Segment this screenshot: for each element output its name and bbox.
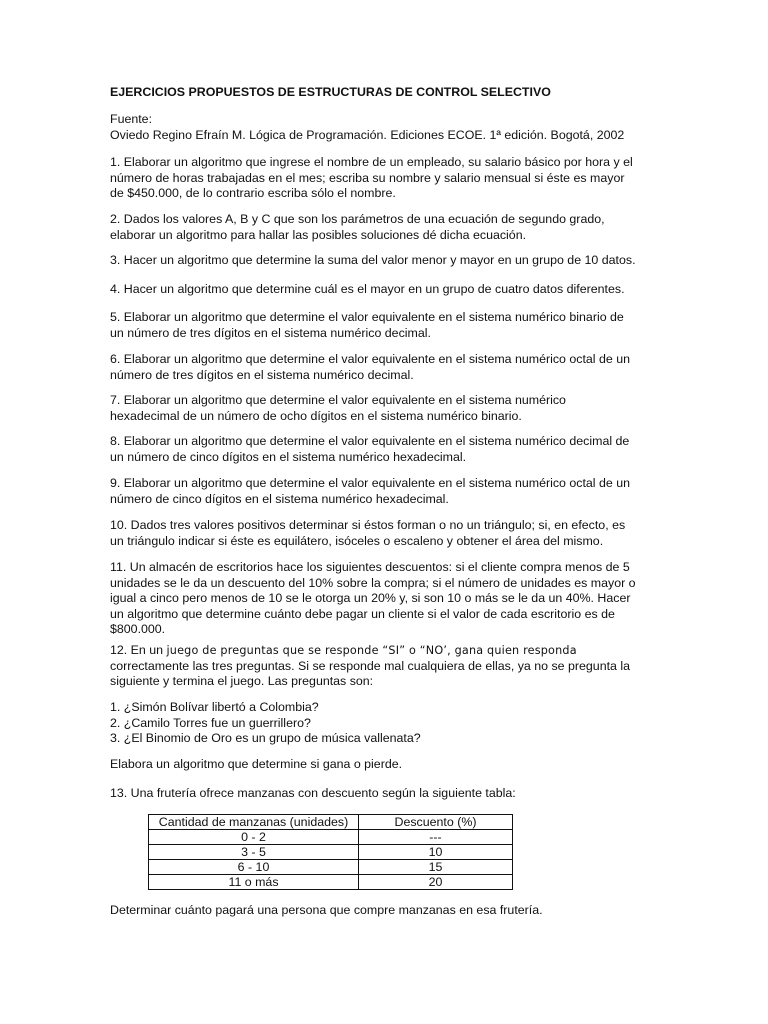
exercise-line: número de horas trabajadas en el mes; escriba su nombre y salario mensual si éste es mayor <box>110 170 625 185</box>
exercise-line: un triángulo indicar si éste es equilátero, isóceles o escaleno y obtener el área del mismo. <box>110 533 604 548</box>
table-row <box>149 875 513 890</box>
exercise-line: un algoritmo que determine cuánto debe pagar un cliente si el valor de cada escritorio es de <box>110 606 615 621</box>
exercise-line: de $450.000, de lo contrario escriba sólo el nombre. <box>110 186 396 201</box>
source-label: Fuente: <box>110 112 153 126</box>
exercise-line: número de tres dígitos en el sistema numérico decimal. <box>110 367 414 382</box>
table-header: Cantidad de manzanas (unidades) <box>149 815 359 830</box>
document-title: EJERCICIOS PROPUESTOS DE ESTRUCTURAS DE CONTROL SELECTIVO <box>110 85 551 99</box>
exercise-line: 6. Elaborar un algoritmo que determine el valor equivalente en el sistema numérico octal de un <box>110 352 631 366</box>
discount-table <box>148 814 513 890</box>
exercise-7 <box>110 393 670 424</box>
exercise-line: un número de cinco dígitos en el sistema numérico hexadecimal. <box>110 449 467 464</box>
exercise-13-intro: 13. Una frutería ofrece manzanas con descuento según la siguiente tabla: <box>110 786 516 800</box>
exercise-line: 11. Un almacén de escritorios hace los siguientes descuentos: si el cliente compra menos de 5 <box>110 560 630 574</box>
exercise-12-closing: Elabora un algoritmo que determine si gana o pierde. <box>110 757 403 771</box>
table-cell: --- <box>359 830 513 845</box>
exercise-3 <box>110 253 670 269</box>
exercise-line: 3. Hacer un algoritmo que determine la suma del valor menor y mayor en un grupo de 10 datos. <box>110 253 636 267</box>
exercise-line: 1. Elaborar un algoritmo que ingrese el nombre de un empleado, su salario básico por hora y el <box>110 155 633 169</box>
exercise-9 <box>110 476 670 507</box>
exercise-line: número de cinco dígitos en el sistema numérico hexadecimal. <box>110 491 449 506</box>
exercise-line: unidades se le da un descuento del 10% sobre la compra; si el número de unidades es mayor o <box>110 575 636 590</box>
table-cell: 10 <box>359 845 513 860</box>
exercise-line: siguiente y termina el juego. Las preguntas son: <box>110 674 374 689</box>
table-row <box>149 845 513 860</box>
table-header: Descuento (%) <box>359 815 513 830</box>
exercise-line: 7. Elaborar un algoritmo que determine el valor equivalente en el sistema numérico <box>110 393 566 407</box>
exercise-11 <box>110 560 670 638</box>
exercise-2 <box>110 212 670 243</box>
exercise-6 <box>110 352 670 383</box>
table-cell: 6 - 10 <box>149 860 359 875</box>
exercise-line: un número de tres dígitos en el sistema numérico decimal. <box>110 325 431 340</box>
exercise-8 <box>110 434 670 465</box>
question-list <box>110 700 670 747</box>
exercise-1 <box>110 155 670 202</box>
question-item: 3. ¿El Binomio de Oro es un grupo de música vallenata? <box>110 731 421 746</box>
table-cell: 20 <box>359 875 513 890</box>
table-row <box>149 860 513 875</box>
exercise-5 <box>110 310 670 341</box>
source-block <box>110 112 670 143</box>
exercise-line: 8. Elaborar un algoritmo que determine el valor equivalente en el sistema numérico decimal de <box>110 434 630 448</box>
exercise-line: elaborar un algoritmo para hallar las posibles soluciones dé dicha ecuación. <box>110 227 527 242</box>
question-item: 1. ¿Simón Bolívar libertó a Colombia? <box>110 700 319 714</box>
table-cell: 11 o más <box>149 875 359 890</box>
table-cell: 3 - 5 <box>149 845 359 860</box>
table-cell: 0 - 2 <box>149 830 359 845</box>
exercise-line: correctamente las tres preguntas. Si se responde mal cualquiera de ellas, ya no se pregunta la <box>110 658 631 673</box>
exercise-line: 12. En un juego de preguntas que se responde “SI” o “NO’, gana quien responda <box>110 643 577 657</box>
exercise-12 <box>110 643 670 690</box>
table-cell: 15 <box>359 860 513 875</box>
exercise-line: 2. Dados los valores A, B y C que son los parámetros de una ecuación de segundo grado, <box>110 212 605 226</box>
exercise-13-closing: Determinar cuánto pagará una persona que compre manzanas en esa frutería. <box>110 903 543 917</box>
exercise-line: 5. Elaborar un algoritmo que determine el valor equivalente en el sistema numérico binario de <box>110 310 624 324</box>
exercise-line: hexadecimal de un número de ocho dígitos en el sistema numérico binario. <box>110 408 522 423</box>
exercise-line: 9. Elaborar un algoritmo que determine el valor equivalente en el sistema numérico octal de un <box>110 476 631 490</box>
exercise-line: 10. Dados tres valores positivos determinar si éstos forman o no un triángulo; si, en efecto, es <box>110 518 626 532</box>
table-header-row <box>149 815 513 830</box>
exercise-line: 4. Hacer un algoritmo que determine cuál es el mayor en un grupo de cuatro datos diferentes. <box>110 282 625 296</box>
question-item: 2. ¿Camilo Torres fue un guerrillero? <box>110 715 311 730</box>
source-citation: Oviedo Regino Efraín M. Lógica de Programación. Ediciones ECOE. 1ª edición. Bogotá, 2002 <box>110 127 625 142</box>
exercise-4 <box>110 282 670 298</box>
exercise-line: igual a cinco pero menos de 10 se le otorga un 20% y, si son 10 o más se le da un 40%. Hacer <box>110 591 631 606</box>
exercise-10 <box>110 518 670 549</box>
exercise-line: $800.000. <box>110 622 166 637</box>
table-row <box>149 830 513 845</box>
